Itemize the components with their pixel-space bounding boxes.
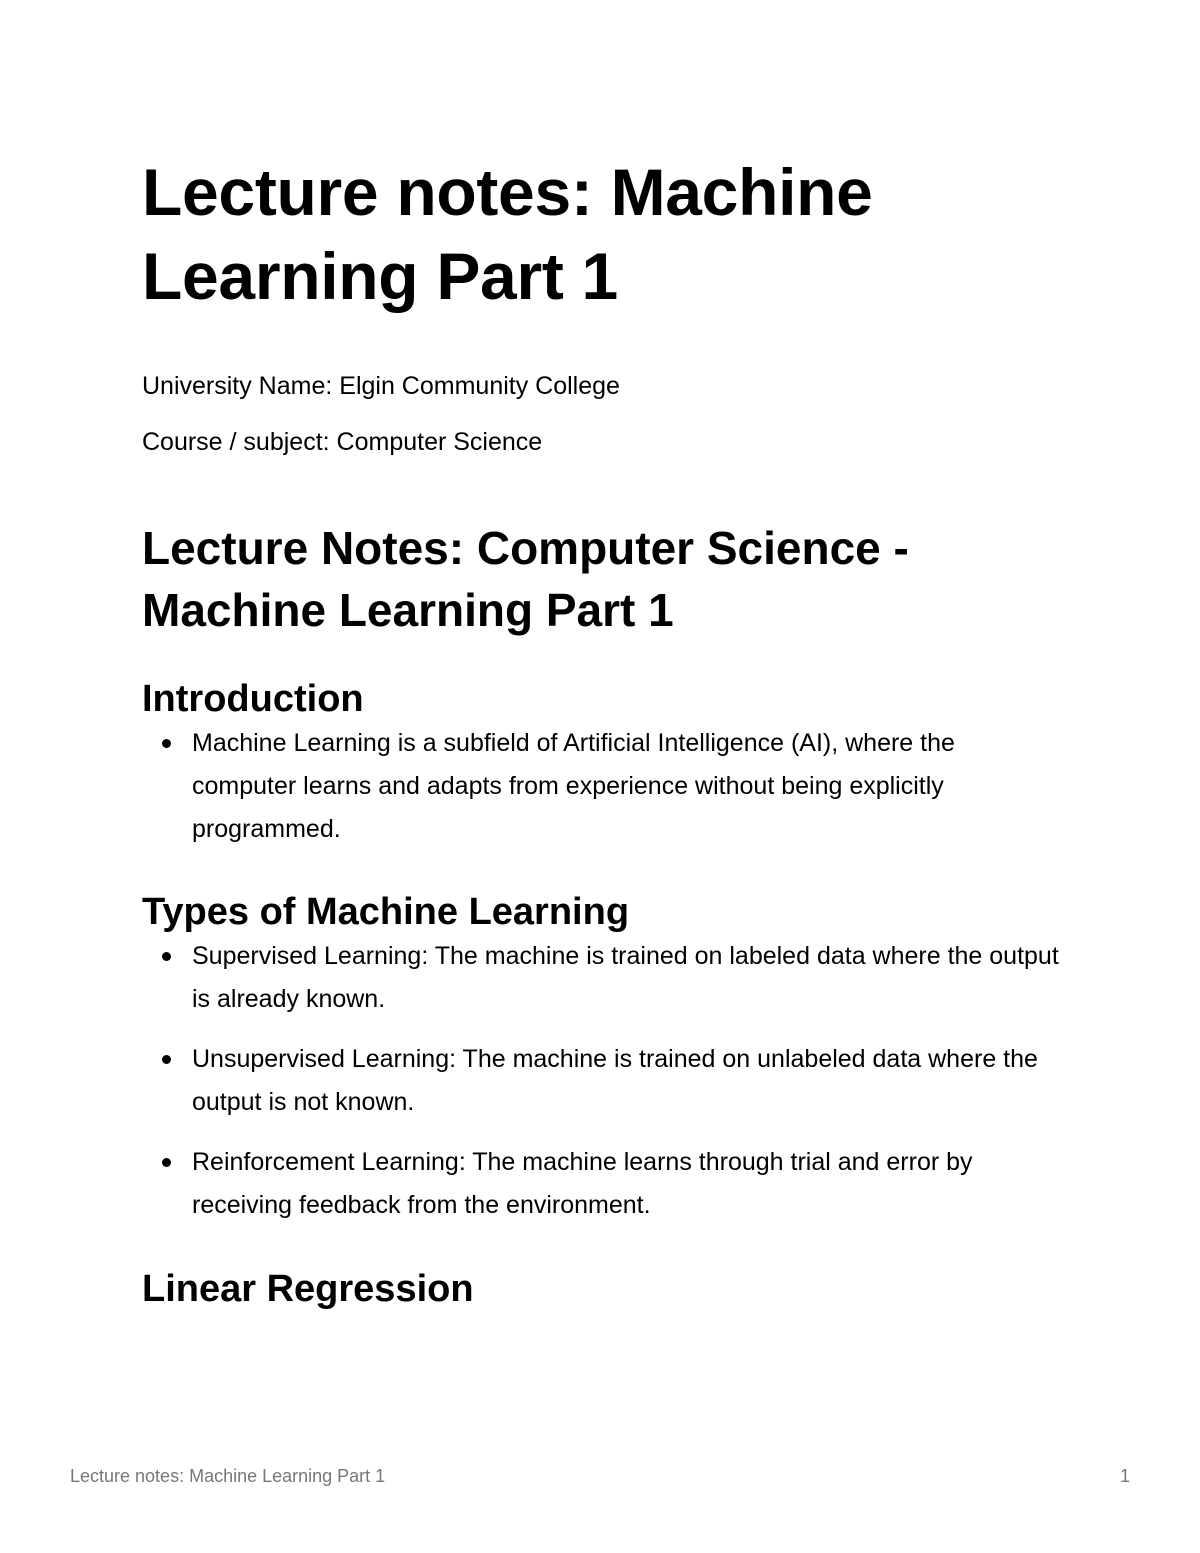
list-item: Reinforcement Learning: The machine learns through trial and error by receiving feedback from the environment. [142,1141,1062,1227]
footer-title: Lecture notes: Machine Learning Part 1 [70,1466,386,1486]
introduction-list [142,722,1062,851]
linear-regression-heading: Linear Regression [142,1268,474,1310]
main-heading-line-1: Lecture Notes: Computer Science - [142,522,909,574]
types-heading: Types of Machine Learning [142,891,630,933]
university-name: University Name: Elgin Community College [142,372,620,400]
course-subject: Course / subject: Computer Science [142,428,543,456]
document-page [142,150,1062,1312]
document-title [142,150,1062,318]
main-heading-line-2: Machine Learning Part 1 [142,584,674,636]
document-title-line-2: Learning Part 1 [142,239,618,313]
list-item: Machine Learning is a subfield of Artificial Intelligence (AI), where the computer learns and adapts from experience without being explicitly programmed. [142,722,1062,851]
types-list [142,935,1062,1227]
document-title-line-1: Lecture notes: Machine [142,155,873,229]
main-heading [142,517,1062,641]
list-item: Supervised Learning: The machine is trained on labeled data where the output is already known. [142,935,1062,1021]
list-item: Unsupervised Learning: The machine is trained on unlabeled data where the output is not known. [142,1038,1062,1124]
introduction-heading: Introduction [142,678,364,720]
page-number: 1 [1119,1466,1130,1486]
